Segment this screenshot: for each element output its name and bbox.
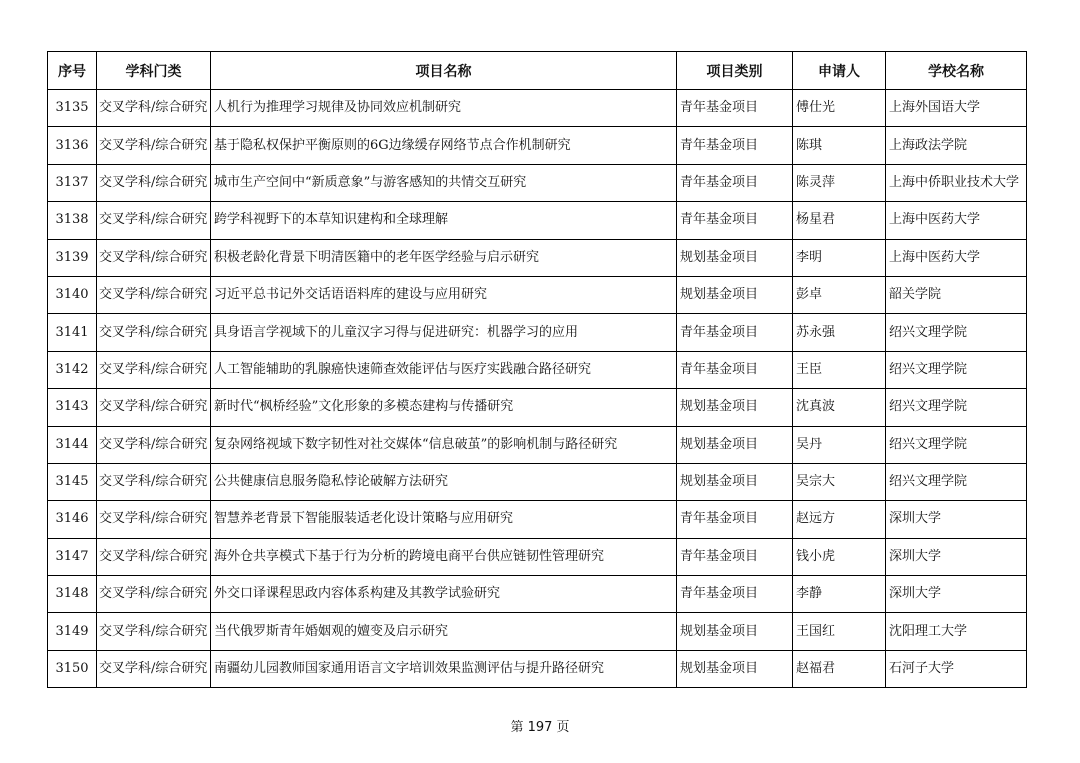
table-row <box>48 276 1027 313</box>
header-type: 项目类别 <box>677 52 793 90</box>
cell-subject: 交叉学科/综合研究 <box>97 538 211 575</box>
table-row <box>48 90 1027 127</box>
cell-applicant: 陈灵萍 <box>793 164 886 201</box>
cell-applicant: 杨星君 <box>793 202 886 239</box>
page-number: 第 197 页 <box>510 720 570 735</box>
cell-applicant: 王国红 <box>793 613 886 650</box>
cell-subject: 交叉学科/综合研究 <box>97 239 211 276</box>
cell-title: 智慧养老背景下智能服装适老化设计策略与应用研究 <box>211 501 677 538</box>
cell-no: 3139 <box>48 239 97 276</box>
cell-applicant: 吴丹 <box>793 426 886 463</box>
header-applicant: 申请人 <box>793 52 886 90</box>
cell-title: 当代俄罗斯青年婚姻观的嬗变及启示研究 <box>211 613 677 650</box>
cell-applicant: 赵福君 <box>793 650 886 687</box>
cell-subject: 交叉学科/综合研究 <box>97 613 211 650</box>
cell-no: 3140 <box>48 276 97 313</box>
table-row <box>48 650 1027 687</box>
cell-applicant: 李静 <box>793 576 886 613</box>
cell-type: 规划基金项目 <box>677 389 793 426</box>
cell-applicant: 吴宗大 <box>793 463 886 500</box>
cell-school: 韶关学院 <box>886 276 1027 313</box>
cell-type: 青年基金项目 <box>677 202 793 239</box>
cell-title: 城市生产空间中“新质意象”与游客感知的共情交互研究 <box>211 164 677 201</box>
cell-subject: 交叉学科/综合研究 <box>97 127 211 164</box>
cell-subject: 交叉学科/综合研究 <box>97 501 211 538</box>
cell-no: 3149 <box>48 613 97 650</box>
cell-school: 深圳大学 <box>886 538 1027 575</box>
cell-subject: 交叉学科/综合研究 <box>97 351 211 388</box>
cell-type: 规划基金项目 <box>677 613 793 650</box>
cell-type: 青年基金项目 <box>677 501 793 538</box>
cell-no: 3136 <box>48 127 97 164</box>
table-row <box>48 314 1027 351</box>
cell-school: 绍兴文理学院 <box>886 314 1027 351</box>
cell-no: 3137 <box>48 164 97 201</box>
cell-applicant: 彭卓 <box>793 276 886 313</box>
cell-type: 青年基金项目 <box>677 90 793 127</box>
cell-type: 青年基金项目 <box>677 314 793 351</box>
cell-applicant: 赵远方 <box>793 501 886 538</box>
cell-title: 习近平总书记外交话语语料库的建设与应用研究 <box>211 276 677 313</box>
cell-no: 3143 <box>48 389 97 426</box>
cell-school: 深圳大学 <box>886 501 1027 538</box>
cell-title: 复杂网络视域下数字韧性对社交媒体“信息破茧”的影响机制与路径研究 <box>211 426 677 463</box>
table-row <box>48 463 1027 500</box>
cell-no: 3142 <box>48 351 97 388</box>
cell-subject: 交叉学科/综合研究 <box>97 202 211 239</box>
cell-subject: 交叉学科/综合研究 <box>97 164 211 201</box>
table-row <box>48 501 1027 538</box>
cell-type: 规划基金项目 <box>677 276 793 313</box>
cell-school: 上海中侨职业技术大学 <box>886 164 1027 201</box>
cell-applicant: 苏永强 <box>793 314 886 351</box>
cell-school: 绍兴文理学院 <box>886 463 1027 500</box>
cell-applicant: 沈真波 <box>793 389 886 426</box>
cell-applicant: 傅仕光 <box>793 90 886 127</box>
cell-applicant: 王臣 <box>793 351 886 388</box>
cell-subject: 交叉学科/综合研究 <box>97 314 211 351</box>
cell-title: 人工智能辅助的乳腺癌快速筛查效能评估与医疗实践融合路径研究 <box>211 351 677 388</box>
cell-no: 3150 <box>48 650 97 687</box>
cell-school: 绍兴文理学院 <box>886 351 1027 388</box>
table-header-row <box>48 52 1027 90</box>
cell-title: 积极老龄化背景下明清医籍中的老年医学经验与启示研究 <box>211 239 677 276</box>
cell-type: 青年基金项目 <box>677 538 793 575</box>
cell-subject: 交叉学科/综合研究 <box>97 90 211 127</box>
cell-no: 3148 <box>48 576 97 613</box>
cell-subject: 交叉学科/综合研究 <box>97 426 211 463</box>
cell-title: 跨学科视野下的本草知识建构和全球理解 <box>211 202 677 239</box>
cell-no: 3145 <box>48 463 97 500</box>
project-table <box>47 51 1027 688</box>
cell-school: 绍兴文理学院 <box>886 389 1027 426</box>
cell-school: 绍兴文理学院 <box>886 426 1027 463</box>
cell-applicant: 钱小虎 <box>793 538 886 575</box>
table-row <box>48 351 1027 388</box>
cell-school: 上海中医药大学 <box>886 202 1027 239</box>
header-school: 学校名称 <box>886 52 1027 90</box>
header-subject: 学科门类 <box>97 52 211 90</box>
cell-title: 新时代“枫桥经验”文化形象的多模态建构与传播研究 <box>211 389 677 426</box>
cell-type: 规划基金项目 <box>677 650 793 687</box>
cell-applicant: 李明 <box>793 239 886 276</box>
header-no: 序号 <box>48 52 97 90</box>
cell-subject: 交叉学科/综合研究 <box>97 463 211 500</box>
table-row <box>48 389 1027 426</box>
header-title: 项目名称 <box>211 52 677 90</box>
table-row <box>48 239 1027 276</box>
cell-subject: 交叉学科/综合研究 <box>97 389 211 426</box>
table-row <box>48 613 1027 650</box>
cell-type: 青年基金项目 <box>677 351 793 388</box>
cell-no: 3141 <box>48 314 97 351</box>
cell-no: 3144 <box>48 426 97 463</box>
cell-school: 上海政法学院 <box>886 127 1027 164</box>
cell-school: 石河子大学 <box>886 650 1027 687</box>
cell-no: 3135 <box>48 90 97 127</box>
table-row <box>48 576 1027 613</box>
cell-school: 上海外国语大学 <box>886 90 1027 127</box>
cell-type: 规划基金项目 <box>677 239 793 276</box>
cell-subject: 交叉学科/综合研究 <box>97 650 211 687</box>
cell-no: 3147 <box>48 538 97 575</box>
cell-title: 海外仓共享模式下基于行为分析的跨境电商平台供应链韧性管理研究 <box>211 538 677 575</box>
table-row <box>48 202 1027 239</box>
table-row <box>48 538 1027 575</box>
cell-applicant: 陈琪 <box>793 127 886 164</box>
cell-title: 公共健康信息服务隐私悖论破解方法研究 <box>211 463 677 500</box>
cell-no: 3146 <box>48 501 97 538</box>
cell-title: 南疆幼儿园教师国家通用语言文字培训效果监测评估与提升路径研究 <box>211 650 677 687</box>
cell-type: 青年基金项目 <box>677 164 793 201</box>
cell-title: 人机行为推理学习规律及协同效应机制研究 <box>211 90 677 127</box>
cell-type: 青年基金项目 <box>677 127 793 164</box>
cell-school: 沈阳理工大学 <box>886 613 1027 650</box>
cell-school: 深圳大学 <box>886 576 1027 613</box>
cell-type: 规划基金项目 <box>677 463 793 500</box>
cell-title: 外交口译课程思政内容体系构建及其教学试验研究 <box>211 576 677 613</box>
cell-type: 规划基金项目 <box>677 426 793 463</box>
table-row <box>48 426 1027 463</box>
table-row <box>48 127 1027 164</box>
cell-school: 上海中医药大学 <box>886 239 1027 276</box>
cell-subject: 交叉学科/综合研究 <box>97 276 211 313</box>
cell-title: 具身语言学视域下的儿童汉字习得与促进研究：机器学习的应用 <box>211 314 677 351</box>
cell-no: 3138 <box>48 202 97 239</box>
cell-subject: 交叉学科/综合研究 <box>97 576 211 613</box>
cell-type: 青年基金项目 <box>677 576 793 613</box>
table-row <box>48 164 1027 201</box>
cell-title: 基于隐私权保护平衡原则的6G边缘缓存网络节点合作机制研究 <box>211 127 677 164</box>
